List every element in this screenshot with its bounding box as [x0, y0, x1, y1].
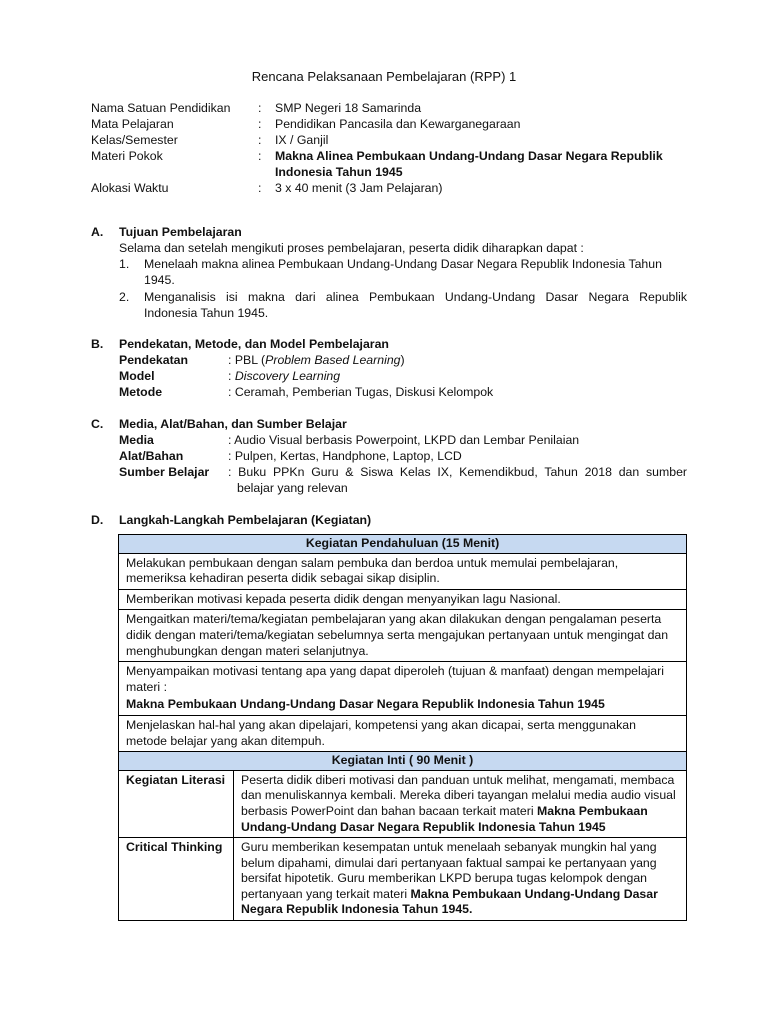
identity-value: Pendidikan Pancasila dan Kewarganegaraan: [275, 117, 521, 131]
approach-tail: ): [400, 353, 405, 367]
identity-label: Alokasi Waktu: [91, 181, 169, 195]
identity-colon: :: [258, 181, 262, 195]
activity-desc: [234, 838, 687, 921]
identity-colon: :: [258, 133, 262, 147]
table-cell: Mengaitkan materi/tema/kegiatan pembelajaran yang akan dilakukan dengan pengalaman peserta didik dengan materi/tema/kegiatan sebelumnya serta mengajukan pertanyaan untuk mengingat dan menghubungkan dengan materi selanjutnya.: [119, 610, 687, 662]
model-key: Model: [119, 369, 155, 383]
identity-label: Mata Pelajaran: [91, 117, 174, 131]
table-cell: Menjelaskan hal-hal yang akan dipelajari, kompetensi yang akan dicapai, serta menggunakan metode belajar yang akan ditempuh.: [119, 715, 687, 751]
identity-colon: :: [258, 149, 262, 163]
tools-value: : Pulpen, Kertas, Handphone, Laptop, LCD: [228, 449, 462, 463]
identity-label: Materi Pokok: [91, 149, 163, 163]
identity-label: Nama Satuan Pendidikan: [91, 101, 231, 115]
section-letter: D.: [91, 513, 104, 527]
section-letter: A.: [91, 225, 104, 239]
table-header-inti: Kegiatan Inti ( 90 Menit ): [119, 752, 687, 771]
critical-text: Guru memberikan kesempatan untuk menelaah sebanyak mungkin hal yang belum dipahami, dimulai dari pertanyaan faktual sampai ke pertanyaan yang bersifat hipotetik. Guru memberikan LKPD berupa tugas kelompok dengan pertanyaan yang terkait materi: [241, 840, 657, 901]
literasi-text: Peserta didik diberi motivasi dan panduan untuk melihat, mengamati, membaca dan menuliskannya kembali. Mereka diberi tayangan melalui media audio visual berbasis PowerPoint dan bahan bacaan terkait materi: [241, 772, 676, 818]
media-value: : Audio Visual berbasis Powerpoint, LKPD dan Lembar Penilaian: [228, 433, 580, 447]
table-row: [119, 589, 687, 610]
list-number: 1.: [119, 257, 130, 271]
section-letter: C.: [91, 417, 104, 431]
literasi-topic: Makna Pembukaan Undang-Undang Dasar Negara Republik Indonesia Tahun 1945: [241, 803, 648, 834]
motivation-topic: Makna Pembukaan Undang-Undang Dasar Negara Republik Indonesia Tahun 1945: [126, 697, 605, 712]
method-key: Metode: [119, 385, 163, 399]
table-cell: Melakukan pembukaan dengan salam pembuka dan berdoa untuk memulai pembelajaran, memeriksa kehadiran peserta didik sebagai sikap disiplin.: [119, 553, 687, 589]
table-row: [119, 838, 687, 921]
identity-value: 3 x 40 menit (3 Jam Pelajaran): [275, 181, 443, 195]
section-heading: Media, Alat/Bahan, dan Sumber Belajar: [119, 417, 347, 431]
activity-key: Kegiatan Literasi: [119, 770, 234, 837]
model-value: Discovery Learning: [234, 369, 341, 383]
sources-value-cont: belajar yang relevan: [237, 481, 348, 495]
table-row: [119, 715, 687, 751]
sources-key: Sumber Belajar: [119, 465, 210, 479]
identity-label: Kelas/Semester: [91, 133, 178, 147]
identity-value: SMP Negeri 18 Samarinda: [275, 101, 422, 115]
document-title: Rencana Pelaksanaan Pembelajaran (RPP) 1: [251, 69, 517, 84]
method-value: : Ceramah, Pemberian Tugas, Diskusi Kelompok: [228, 385, 494, 399]
section-heading: Pendekatan, Metode, dan Model Pembelajaran: [119, 337, 389, 351]
activity-key: Critical Thinking: [119, 838, 234, 921]
critical-topic: Makna Pembukaan Undang-Undang Dasar Negara Republik Indonesia Tahun 1945.: [241, 886, 658, 917]
sources-value: : Buku PPKn Guru & Siswa Kelas IX, Kemendikbud, Tahun 2018 dan sumber: [228, 465, 687, 479]
table-row: [119, 662, 687, 716]
activity-desc: [234, 770, 687, 837]
section-intro: Selama dan setelah mengikuti proses pembelajaran, peserta didik diharapkan dapat :: [119, 241, 584, 255]
section-heading: Tujuan Pembelajaran: [119, 225, 242, 239]
table-row: [119, 770, 687, 837]
approach-sep: : PBL (: [228, 353, 266, 367]
list-item-cont: Indonesia Tahun 1945.: [144, 306, 269, 320]
section-heading: Langkah-Langkah Pembelajaran (Kegiatan): [119, 513, 372, 527]
identity-colon: :: [258, 117, 262, 131]
table-row: [119, 610, 687, 662]
tools-key: Alat/Bahan: [119, 449, 184, 463]
approach-key: Pendekatan: [119, 353, 189, 367]
table-cell: [119, 662, 687, 716]
model-sep: :: [228, 369, 235, 383]
approach-value: Problem Based Learning: [265, 353, 401, 367]
section-letter: B.: [91, 337, 104, 351]
identity-value: Makna Alinea Pembukaan Undang-Undang Dasar Negara Republik Indonesia Tahun 1945: [275, 149, 663, 179]
identity-value: IX / Ganjil: [275, 133, 329, 147]
table-row: [119, 553, 687, 589]
identity-colon: :: [258, 101, 262, 115]
table-row: [119, 535, 687, 554]
list-item: Menelaah makna alinea Pembukaan Undang-Undang Dasar Negara Republik Indonesia Tahun: [144, 257, 662, 271]
table-cell: Memberikan motivasi kepada peserta didik dengan menyanyikan lagu Nasional.: [119, 589, 687, 610]
table-row: [119, 752, 687, 771]
motivation-text: Menyampaikan motivasi tentang apa yang dapat diperoleh (tujuan & manfaat) dengan mempelajari materi :: [126, 664, 664, 694]
table-header-pendahuluan: Kegiatan Pendahuluan (15 Menit): [119, 535, 687, 554]
list-item-cont: 1945.: [144, 273, 175, 287]
activities-table: [118, 534, 687, 921]
media-key: Media: [119, 433, 154, 447]
list-item: Menganalisis isi makna dari alinea Pembukaan Undang-Undang Dasar Negara Republik: [144, 290, 687, 304]
list-number: 2.: [119, 290, 130, 304]
